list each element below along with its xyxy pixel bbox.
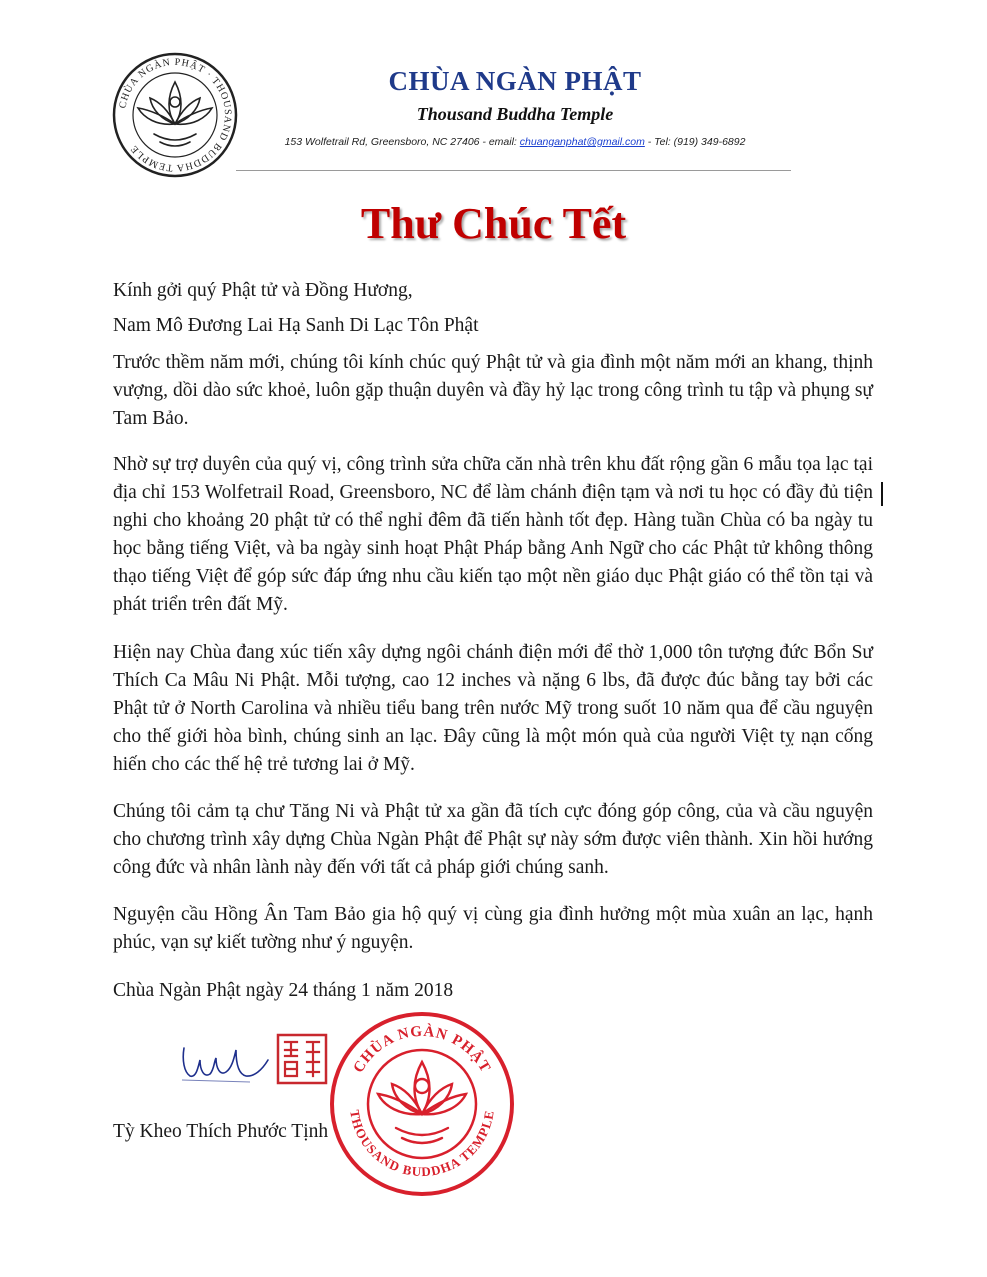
paragraph-text: Nhờ sự trợ duyên của quý vị, công trình sửa chữa căn nhà trên khu đất rộng gần 6 mẫu tọa lạc tại địa chỉ 153 Wolfetrail Road, Greensboro, NC để làm chánh điện tạm và nơi tu học có đầy đủ tiện nghi cho khoảng 20 phật tử có thể nghỉ đêm đã tiến hành tốt đẹp. Hàng tuần Chùa có ba ngày tu học bằng tiếng Việt, và ba ngày sinh hoạt Phật Pháp bằng Anh Ngữ cho các Phật tử không thông thạo tiếng Việt để góp sức đáp ứng nhu cầu kiến tạo một nền giáo dục Phật giáo có thể tồn tại và phát triển trên đất Mỹ. <box>113 454 873 615</box>
org-name: CHÙA NGÀN PHẬT <box>388 66 642 96</box>
seal-top-text: CHÙA NGÀN PHẬT <box>350 1023 494 1076</box>
contact-phone: - Tel: (919) 349-6892 <box>644 136 746 148</box>
org-subtitle: Thousand Buddha Temple <box>416 104 614 124</box>
paragraph-text: Hiện nay Chùa đang xúc tiến xây dựng ngôi chánh điện mới để thờ 1,000 tôn tượng đức Bổn Sư Thích Ca Mâu Ni Phật. Mỗi tượng, cao 12 inches và nặng 6 lbs, đã được đúc bằng tay bởi các Phật tử ở North Carolina và nhiều tiểu bang trên nước Mỹ trong suốt 10 năm qua để cầu nguyện cho thế giới hòa bình, chúng sinh an lạc. Đây cũng là một món quà của người Việt tỵ nạn cống hiến cho các thế hệ trẻ tương lai ở Mỹ. <box>113 642 873 775</box>
letter-title: Thư Chúc Tết <box>360 199 627 248</box>
paragraph-text: Trước thềm năm mới, chúng tôi kính chúc quý Phật tử và gia đình một năm mới an khang, thịnh vượng, dồi dào sức khoẻ, luôn gặp thuận duyên và đầy hỷ lạc trong công trình tu tập và phụng sự Tam Bảo. <box>113 352 873 429</box>
contact-email-link[interactable]: chuanganphat@gmail.com <box>519 136 645 148</box>
paragraph-5 <box>113 901 873 957</box>
svg-text:CHÙA NGÀN PHẬT · THOUSAND BUDD <box>117 57 233 173</box>
greeting <box>113 277 873 305</box>
date-line <box>113 977 873 1005</box>
temple-seal <box>328 1010 516 1198</box>
paragraph-4 <box>113 798 873 882</box>
personal-chop-seal <box>275 1032 329 1086</box>
invocation-text: Nam Mô Đương Lai Hạ Sanh Di Lạc Tôn Phật <box>113 315 479 336</box>
contact-address: 153 Wolfetrail Rd, Greensboro, NC 27406 - email: <box>284 136 520 148</box>
date-text: Chùa Ngàn Phật ngày 24 tháng 1 năm 2018 <box>113 980 454 1001</box>
paragraph-2 <box>113 451 873 619</box>
greeting-text: Kính gởi quý Phật tử và Đồng Hương, <box>113 280 413 301</box>
header-divider <box>236 170 791 171</box>
invocation <box>113 312 873 340</box>
paragraph-1 <box>113 349 873 433</box>
handwritten-signature <box>176 1030 276 1090</box>
logo-ring-text: CHÙA NGÀN PHẬT · THOUSAND BUDDHA TEMPLE <box>117 56 234 174</box>
org-contact <box>240 136 790 148</box>
text-cursor <box>881 482 883 506</box>
paragraph-3 <box>113 639 873 779</box>
paragraph-text: Nguyện cầu Hồng Ân Tam Bảo gia hộ quý vị cùng gia đình hưởng một mùa xuân an lạc, hạnh phúc, vạn sự kiết tường như ý nguyện. <box>113 904 873 953</box>
paragraph-text: Chúng tôi cảm tạ chư Tăng Ni và Phật tử xa gần đã tích cực đóng góp công, của và cầu nguyện cho chương trình xây dựng Chùa Ngàn Phật để Phật sự này sớm được viên thành. Xin hồi hướng công đức và nhân lành này đến với tất cả pháp giới chúng sanh. <box>113 801 873 878</box>
temple-logo <box>112 52 238 178</box>
seal-bottom-text: THOUSAND BUDDHA TEMPLE <box>347 1108 497 1180</box>
signer-name: Tỳ Kheo Thích Phước Tịnh <box>113 1121 329 1142</box>
